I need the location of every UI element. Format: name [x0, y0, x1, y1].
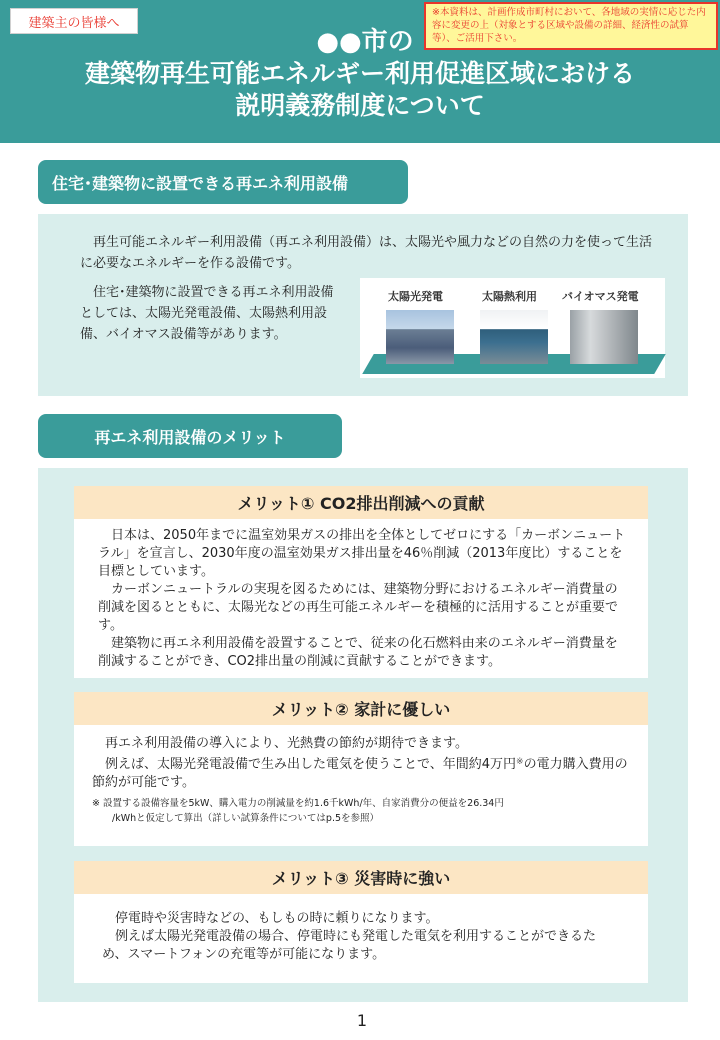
- merit3-paragraph-1: 停電時や災害時などの、もしもの時に頼りになります。: [115, 911, 439, 926]
- page-number: 1: [356, 1011, 368, 1030]
- merit2-paragraph-2: [92, 753, 632, 792]
- merit2-footnote: [92, 796, 632, 826]
- merit2-paragraph-2-part-1: 例えば、太陽光発電設備で生み出した電気を使うことで、年間約4万円: [105, 757, 517, 772]
- merit2-paragraph-1: 再エネ利用設備の導入により、光熱費の節約が期待できます。: [105, 736, 468, 751]
- page-title: [0, 26, 720, 122]
- equipment-intro: 再生可能エネルギー利用設備（再エネ利用設備）は、太陽光や風力などの自然の力を使って生活に必要なエネルギーを作る設備です。: [80, 235, 653, 271]
- merit-title: メリット② 家計に優しい: [74, 692, 648, 725]
- merit1-paragraph-3: 建築物に再エネ利用設備を設置することで、従来の化石燃料由来のエネルギー消費量を削減することができ、CO2排出量の削減に貢献することができます。: [98, 636, 618, 669]
- audience-label: 建築主の皆様へ: [10, 8, 138, 34]
- merit3-paragraph-2: 例えば太陽光発電設備の場合、停電時にも発電した電気を利用することができるため、スマートフォンの充電等が可能になります。: [102, 929, 597, 962]
- solar-pv-photo: [386, 310, 454, 364]
- section-heading-equipment: 住宅･建築物に設置できる再エネ利用設備: [38, 160, 408, 204]
- footnote-mark: ※: [516, 757, 524, 767]
- photo-label-solar-thermal: 太陽熱利用: [482, 290, 537, 303]
- footnote-line-2: /kWhと仮定して算出（詳しい試算条件についてはp.5を参照）: [112, 813, 380, 824]
- merit-card-disaster: [74, 861, 648, 983]
- merit1-paragraph-2: カーボンニュートラルの実現を図るためには、建築物分野におけるエネルギー消費量の削減を図るとともに、太陽光などの再生可能エネルギーを積極的に活用することが重要です。: [98, 582, 619, 633]
- solar-thermal-photo: [480, 310, 548, 364]
- merit2-paragraph-2-part-2: の電力購入費用の節約が可能です。: [92, 757, 628, 790]
- title-line-2: 建築物再生可能エネルギー利用促進区域における: [84, 59, 635, 88]
- merit-title: メリット③ 災害時に強い: [74, 861, 648, 894]
- photo-label-biomass: バイオマス発電: [562, 290, 639, 303]
- footnote-line-1: ※ 設置する設備容量を5kW、購入電力の削減量を約1.6千kWh/年、自家消費分の便益を26.34円: [92, 798, 504, 809]
- equipment-list-text: 住宅･建築物に設置できる再エネ利用設備としては、太陽光発電設備、太陽熱利用設備、バイオマス設備等があります。: [80, 285, 334, 342]
- merit1-paragraph-1: 日本は、2050年までに温室効果ガスの排出を全体としてゼロにする「カーボンニュートラル」を宣言し、2030年度の温室効果ガス排出量を46％削減（2013年度比）することを目標としています。: [98, 528, 626, 579]
- title-line-1: ●●市の: [316, 27, 414, 57]
- merit-card-household: [74, 692, 648, 846]
- biomass-photo: [570, 310, 638, 364]
- merit-card-co2: [74, 486, 648, 678]
- section-heading-merits: 再エネ利用設備のメリット: [38, 414, 342, 458]
- editor-note: ※本資料は、計画作成市町村において、各地域の実情に応じた内容に変更の上（対象とする区域や設備の詳細、経済性の試算等）、ご活用下さい。: [424, 2, 718, 50]
- title-line-3: 説明義務制度について: [235, 91, 485, 120]
- merit-title: メリット① CO2排出削減への貢献: [74, 486, 648, 519]
- equipment-photos: [360, 278, 665, 378]
- header-banner: [0, 0, 720, 143]
- photo-label-solar-pv: 太陽光発電: [388, 290, 443, 303]
